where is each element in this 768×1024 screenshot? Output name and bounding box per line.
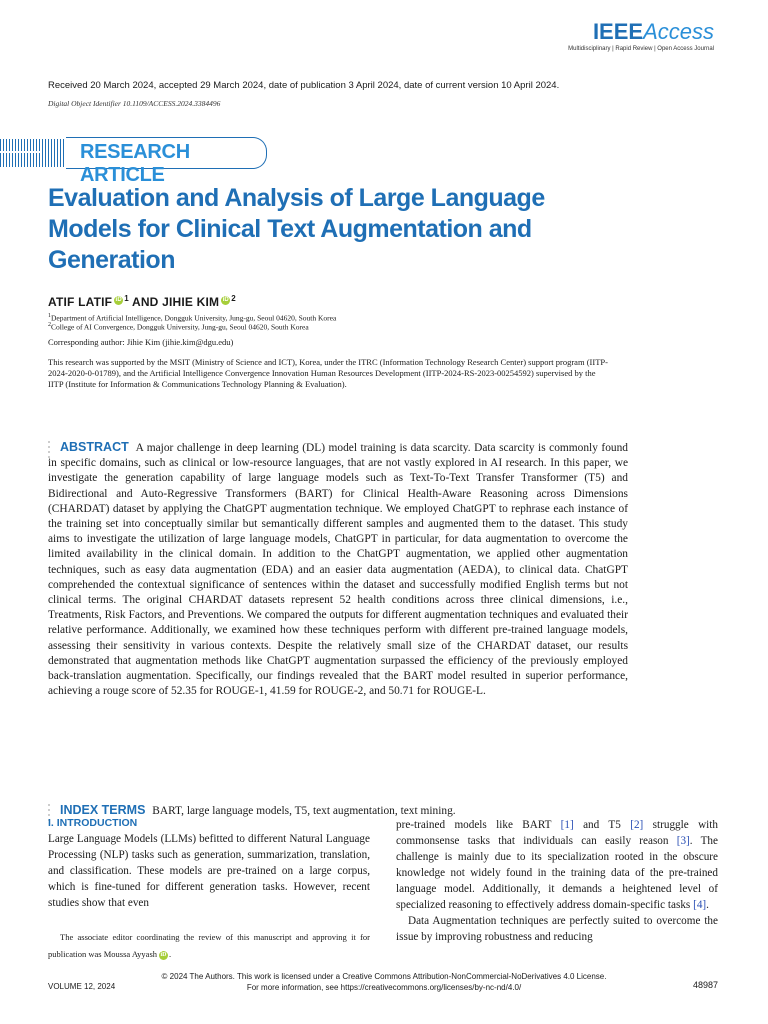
author-2-sup: 2 [231,294,236,303]
banner-stripes-decoration [0,139,66,167]
journal-logo [568,20,714,52]
intro-paragraph-right-1 [396,817,718,913]
affiliation-1-num: 1 [48,313,51,319]
citation-link[interactable]: [1] [560,819,574,831]
right-column [396,817,718,945]
doi-value[interactable]: 10.1109/ACCESS.2024.3384496 [122,99,221,108]
citation-link[interactable]: [4] [693,899,707,911]
license-line-2[interactable]: For more information, see https://creativecommons.org/licenses/by-nc-nd/4.0/ [246,983,522,992]
page-number: 48987 [692,980,718,990]
citation-link[interactable]: [3] [676,835,690,847]
doi-label: Digital Object Identifier [48,99,121,108]
intro-text: pre-trained models like BART [396,819,561,831]
orcid-icon[interactable]: iD [115,297,122,303]
intro-text: . The challenge is mainly due to its specialization rooted in the obscure knowledge not widely found in the training data of the pre-trained language model. Additionally, it demands a heightened level of specialized reasoning to effectively address domain-specific tasks [396,835,718,911]
funding-statement: This research was supported by the MSIT (Ministry of Science and ICT), Korea, under the ITRC (Information Technology Research Center) support program (IITP-2024-2020-0-01789), and the Artificial Intelligence Convergence Innovation Human Resources Development (IITP-2024-RS-2023-00254592) supervised by the IITP (Institute for Information & Communications Technology Planning & Evaluation). [48,357,608,389]
author-list [48,294,236,309]
intro-paragraph-left: Large Language Models (LLMs) befitted to different Natural Language Processing (NLP) tasks such as generation, summarization, translation, and classification. These models are pre-trained on a large corpus, which is fine-tuned for different generation tasks. However, recent studies show that even [48,833,370,909]
orcid-icon[interactable]: iD [160,951,167,958]
license-footer [0,971,768,993]
index-terms-block [48,803,648,817]
abstract-heading: ABSTRACT [60,440,129,454]
logo-brand-bold: IEEE [592,19,644,44]
article-type-banner [0,137,270,186]
intro-text: . [706,899,709,911]
author-and: AND [131,295,159,309]
author-1-name: ATIF LATIF [48,295,113,309]
abstract-text: A major challenge in deep learning (DL) model training is data scarcity. Data scarcity is commonly found in specific domains, such as clinical or low-resource languages, that are not vastly explored in AI research. In this paper, we investigate the generation capability of large language models such as Text-To-Text Transfer Transformer (T5) and Bidirectional and Auto-Regressive Transformers (BART) for Clinical Health-Aware Reasoning across Dimensions (CHARDAT) dataset by applying the ChatGPT augmentation technique. We employed ChatGPT to rephrase each instance of the training set into conceptually similar but semantically different samples and augmented them to the dataset. This study aims to investigate the utilization of large language models, ChatGPT in particular, for data augmentation to overcome the limited availability in the clinical domain. In addition to the ChatGPT augmentation, we applied other augmentation techniques, such as easy data augmentation (EDA) and an easier data augmentation (AEDA), to clinical data. ChatGPT comprehended the contextual significance of sentences within the dataset and successfully modified English terms but not clinical terms. The original CHARDAT datasets represent 52 health conditions across three clinical dimensions, i.e., Treatments, Risk Factors, and Preventions. We compared the outputs for different augmentation techniques and evaluated their relative performance. Additionally, we examined how these techniques perform with different pre-trained language models, assessing their sensitivity in various contexts. Despite the relatively small size of the CHARDAT dataset, our results demonstrated that augmentation methods like ChatGPT augmentation surpassed the efficiency of the previously employed back-translation augmentation. Specifically, our findings revealed that the BART model resulted in superior performance, achieving a rouge score of 52.35 for ROUGE-1, 41.59 for ROUGE-2, and 50.71 for ROUGE-L. [48,442,628,698]
logo-brand-italic: Access [643,19,714,44]
received-dates: Received 20 March 2024, accepted 29 March 2024, date of publication 3 April 2024, date of current version 10 April 2024. [48,80,560,91]
affiliation-2 [48,322,309,332]
author-2-name: JIHIE KIM [162,295,220,309]
paper-title: Evaluation and Analysis of Large Language Models for Clinical Text Augmentation and Generation [48,184,545,274]
section-heading-introduction: I. INTRODUCTION [48,817,138,829]
article-type-label: RESEARCH ARTICLE [80,141,190,186]
footnote-text: The associate editor coordinating the review of this manuscript and approving it for publication was Moussa Ayyash [48,932,370,959]
intro-paragraph-right-2: Data Augmentation techniques are perfectly suited to overcome the issue by improving robustness and reducing [396,915,718,943]
license-line-1: © 2024 The Authors. This work is licensed under a Creative Commons Attribution-NonCommercial-NoDerivatives 4.0 License. [161,972,607,981]
intro-text: and T5 [573,819,631,831]
affiliation-2-num: 2 [48,322,51,328]
abstract-block [48,440,628,699]
orcid-icon[interactable]: iD [222,297,229,303]
doi-line [48,99,220,108]
affiliation-1-text: Department of Artificial Intelligence, Dongguk University, Jung-gu, Seoul 04620, South Korea [51,313,337,323]
author-1-sup: 1 [124,294,129,303]
editor-footnote: The associate editor coordinating the review of this manuscript and approving it for publication was Moussa Ayyash iD . [48,932,370,959]
corresponding-author: Corresponding author: Jihie Kim (jihie.kim@dgu.edu) [48,337,234,347]
index-terms-text: BART, large language models, T5, text augmentation, text mining. [152,805,456,817]
left-column [48,817,370,911]
index-terms-heading: INDEX TERMS [60,803,146,817]
logo-tagline: Multidisciplinary | Rapid Review | Open Access Journal [568,46,714,52]
intro-text: struggle with commonsense tasks that individuals can easily reason [396,819,718,847]
volume-label: VOLUME 12, 2024 [48,982,116,991]
citation-link[interactable]: [2] [630,819,644,831]
affiliation-2-text: College of AI Convergence, Dongguk University, Jung-gu, Seoul 04620, South Korea [51,322,309,332]
